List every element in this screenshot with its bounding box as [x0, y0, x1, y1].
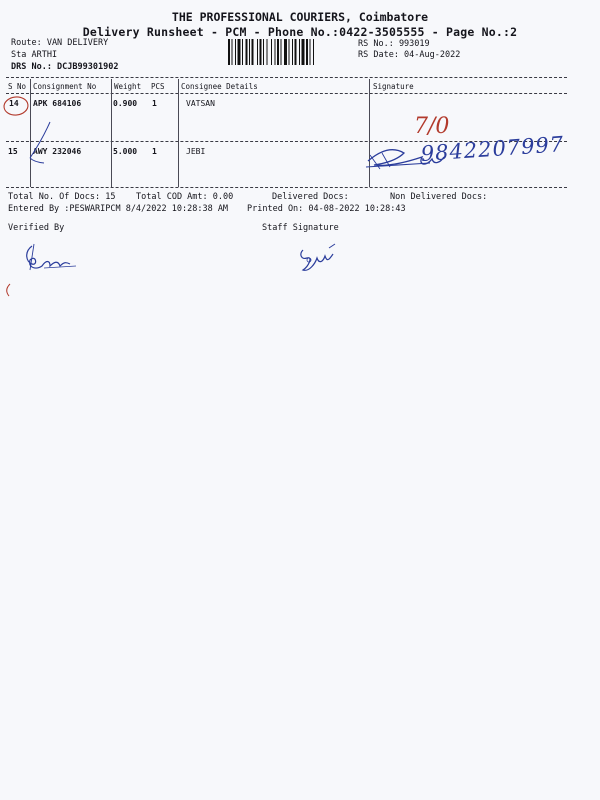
row-14-sno: 14: [9, 99, 19, 108]
company-title: THE PROFESSIONAL COURIERS, Coimbatore: [171, 10, 429, 24]
row-15-consignee: JEBI: [186, 147, 206, 156]
total-cod: Total COD Amt: 0.00: [136, 192, 234, 202]
rs-number: RS No.: 993019: [358, 39, 430, 49]
row-14-weight: 0.900: [113, 99, 138, 108]
printed-on: Printed On: 04-08-2022 10:28:43: [247, 204, 406, 214]
col-header-sno: S No: [8, 82, 27, 91]
staff-signature-mark: [295, 240, 345, 280]
runsheet-subtitle: Delivery Runsheet - PCM - Phone No.:0422-3505555 - Page No.:2: [82, 25, 518, 39]
receiver-signature: [360, 135, 450, 180]
barcode: [228, 39, 354, 65]
row-15-pcs: 1: [152, 147, 157, 156]
row-14-pcs: 1: [152, 99, 157, 108]
handwritten-note: 7/0: [414, 114, 450, 139]
handwritten-phone: 9842207997: [420, 131, 565, 166]
drs-number: DRS No.: DCJB99301902: [11, 62, 119, 72]
entered-by: Entered By :PESWARIPCM 8/4/2022 10:28:38 AM: [8, 204, 229, 214]
staff-label: Sta ARTHI: [11, 50, 58, 60]
col-divider: [111, 79, 112, 187]
row-15-sno: 15: [8, 147, 18, 156]
verified-by-label: Verified By: [8, 223, 65, 233]
row-14-consignment: APK 684106: [33, 99, 82, 108]
table-header-rule: [6, 93, 567, 94]
staff-signature-label: Staff Signature: [262, 223, 339, 233]
col-header-signature: Signature: [373, 82, 414, 91]
col-header-consignee: Consignee Details: [181, 82, 258, 91]
non-delivered-docs: Non Delivered Docs:: [390, 192, 488, 202]
col-header-pcs: PCS: [151, 82, 165, 91]
verifier-signature: [20, 240, 80, 276]
col-divider: [178, 79, 179, 187]
table-top-rule: [6, 77, 567, 78]
stray-pen-mark: [2, 282, 14, 298]
rs-date: RS Date: 04-Aug-2022: [358, 50, 461, 60]
route-label: Route: VAN DELIVERY: [11, 38, 109, 48]
col-header-consignment: Consignment No: [33, 82, 97, 91]
total-docs: Total No. Of Docs: 15: [8, 192, 116, 202]
row-14-consignee: VATSAN: [186, 99, 215, 108]
row-15-weight: 5.000: [113, 147, 138, 156]
row-15-consignment: AWY 232046: [33, 147, 82, 156]
pen-marks-table: [0, 92, 60, 172]
table-bottom-rule: [6, 187, 567, 188]
col-header-weight: Weight: [114, 82, 142, 91]
delivered-docs: Delivered Docs:: [272, 192, 349, 202]
